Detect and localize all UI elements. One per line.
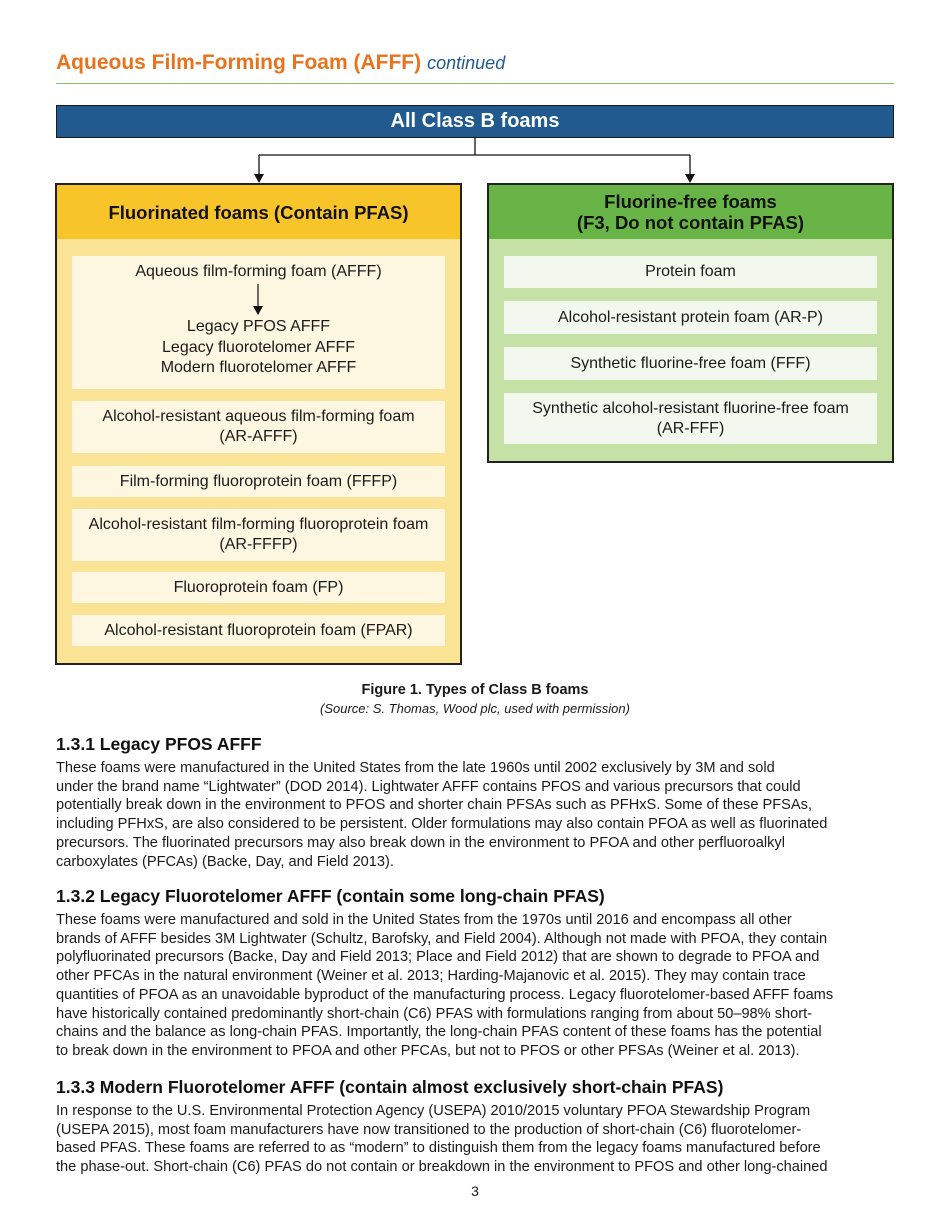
afff-subtype: Legacy fluorotelomer AFFF: [162, 338, 355, 356]
section-heading: 1.3.1 Legacy PFOS AFFF: [56, 734, 262, 754]
foam-item: [72, 615, 445, 646]
arrow-left-icon: [254, 174, 264, 183]
foam-item-text: Alcohol-resistant film-forming fluoroprotein foam: [88, 516, 429, 533]
body-line: precursors. The fluorinated precursors may also break down in the environment to PFOA and other perfluoroalkyl: [56, 834, 785, 851]
fluorinated-foams-box: [55, 183, 462, 665]
section-body: [56, 911, 896, 1061]
afff-subtype: Modern fluorotelomer AFFF: [160, 359, 357, 376]
figure-source: (Source: S. Thomas, Wood plc, used with permission): [320, 701, 630, 716]
afff-label: Aqueous film-forming foam (AFFF): [135, 263, 382, 280]
body-line: have historically contained predominantly short-chain (C6) PFAS with formulations ranging from about 50–98% short-: [56, 1005, 813, 1022]
foam-item-text: Film-forming fluoroprotein foam (FFFP): [119, 472, 398, 490]
body-line: In response to the U.S. Environmental Protection Agency (USEPA) 2010/2015 voluntary PFOA Stewardship Program: [56, 1103, 811, 1119]
foam-item-text: Protein foam: [645, 263, 736, 280]
foam-item-text: Alcohol-resistant protein foam (AR-P): [558, 308, 823, 326]
body-line: brands of AFFF besides 3M Lightwater (Schultz, Barofsky, and Field 2004). Although not made with PFOA, they contain: [56, 930, 828, 947]
foam-item-text: Alcohol-resistant fluoroprotein foam (FPAR): [104, 621, 413, 639]
afff-subtypes: [72, 317, 445, 379]
foam-item-text: Synthetic fluorine-free foam (FFF): [570, 354, 811, 372]
arrow-right-icon: [685, 174, 695, 183]
fluorine-free-title-line: Fluorine-free foams: [604, 191, 777, 212]
fluorine-free-foams-box: [487, 183, 894, 463]
section-heading: 1.3.3 Modern Fluorotelomer AFFF (contain almost exclusively short-chain PFAS): [56, 1077, 724, 1097]
body-line: quantities of PFOA as an unavoidable byproduct of the manufacturing process. Legacy fluorotelomer-based AFFF foams: [56, 986, 834, 1003]
body-line: potentially break down in the environment to PFOS and shorter chain PFSAs such as PFHxS. Some of these PFSAs,: [56, 797, 812, 814]
body-line: to break down in the environment to PFOA and other PFCAs, but not to PFOS or other PFSAs (Weiner et al. 2013).: [56, 1042, 800, 1059]
body-line: under the brand name “Lightwater” (DOD 2014). Lightwater AFFF contains PFOS and various precursors that could: [56, 778, 801, 795]
figure-caption: Figure 1. Types of Class B foams: [361, 682, 589, 698]
body-line: These foams were manufactured in the United States from the late 1960s until 2002 exclusively by 3M and sold: [56, 760, 775, 776]
foam-item-text: (AR-FFF): [656, 419, 725, 437]
fluorinated-foams-title: [57, 185, 460, 239]
header-continued: continued: [427, 53, 506, 73]
page-number: 3: [471, 1183, 479, 1199]
fluorine-free-foams-title: [489, 185, 892, 239]
body-line: other PFCAs in the natural environment (Weiner et al. 2013; Harding-Majanovic et al. 2015). They may contain trace: [56, 968, 806, 985]
foam-item: [504, 347, 877, 380]
foam-item-text: (AR-FFFP): [219, 536, 298, 553]
body-line: polyfluorinated precursors (Backe, Day and Field 2013; Place and Field 2012) that are shown to degrade to PFOA and: [56, 949, 820, 966]
body-line: based PFAS. These foams are referred to as “modern” to distinguish them from the legacy foams manufactured before: [56, 1140, 821, 1157]
foam-item: [72, 401, 445, 453]
foam-item: [504, 301, 877, 334]
foam-item-text: Alcohol-resistant aqueous film-forming foam: [102, 408, 415, 425]
diagram-root-label: All Class B foams: [390, 110, 560, 132]
fluorinated-foams-title-text: Fluorinated foams (Contain PFAS): [108, 201, 409, 223]
foam-item-text: Fluoroprotein foam (FP): [173, 578, 344, 596]
afff-subtype: Legacy PFOS AFFF: [186, 318, 331, 335]
foam-item: [72, 572, 445, 603]
diagram-connector: [0, 0, 950, 190]
body-line: (USEPA 2015), most foam manufacturers have now transitioned to the production of short-chain (C6) fluorotelomer-: [56, 1121, 802, 1138]
body-line: chains and the balance as long-chain PFAS. Importantly, the long-chain PFAS content of these foams has the potential: [56, 1024, 822, 1041]
body-line: carboxylates (PFCAs) (Backe, Day, and Field 2013).: [56, 853, 394, 870]
header-title: Aqueous Film-Forming Foam (AFFF): [56, 51, 422, 74]
foam-item: [504, 393, 877, 444]
section-heading: 1.3.2 Legacy Fluorotelomer AFFF (contain some long-chain PFAS): [56, 886, 605, 906]
afff-item: [72, 256, 445, 389]
foam-item-text: (AR-AFFF): [219, 428, 298, 445]
foam-item: [72, 466, 445, 497]
section-modern-fluorotelomer: [56, 1076, 896, 1177]
section-body: [56, 1102, 896, 1177]
section-legacy-pfos: [56, 733, 896, 871]
down-arrow-icon: [252, 284, 264, 316]
foam-item: [72, 509, 445, 561]
foam-item-text: Synthetic alcohol-resistant fluorine-free foam: [532, 399, 849, 417]
section-legacy-fluorotelomer: [56, 885, 896, 1061]
body-line: the phase-out. Short-chain (C6) PFAS do not contain or breakdown in the environment to PFOS and other long-chained: [56, 1159, 828, 1176]
foam-item: [504, 256, 877, 288]
fluorine-free-title-line: (F3, Do not contain PFAS): [576, 212, 805, 233]
body-line: including PFHxS, are also considered to be persistent. Older formulations may also contain PFOA as well as fluorinated: [56, 816, 828, 833]
section-body: [56, 759, 896, 871]
body-line: These foams were manufactured and sold in the United States from the 1970s until 2016 and encompass all other: [56, 912, 792, 928]
